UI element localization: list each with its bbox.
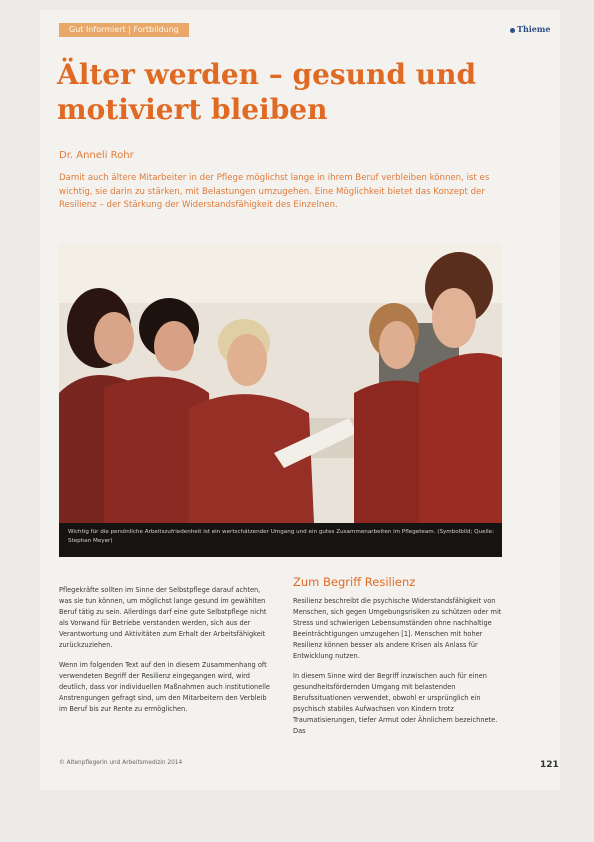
logo-mark-icon	[510, 28, 515, 33]
article-lead: Damit auch ältere Mitarbeiter in der Pflege möglichst lange in ihrem Beruf verbleiben können, ist es wichtig, sie darin zu stärken, mit Belastungen umzugehen. Eine Möglichkeit bietet das Konzept der Resilienz – der Stärkung der Widerstandsfähigkeit des Einzelnen.	[59, 173, 490, 211]
body-paragraph: In diesem Sinne wird der Begriff inzwischen auch für einen gesundheitsfördernden Umgang mit belastenden Berufssituationen verwendet, obwohl er ursprünglich ein psychisch stabiles Aufwachsen von Kindern trotz Traumatisierungen, tiefer Armut oder Ähnlichem bezeichnete. Das	[293, 672, 498, 735]
photo-caption: Wichtig für die persönliche Arbeitszufriedenheit ist ein wertschätzender Umgang und ein gutes Zusammenarbeiten im Pflegeteam. (Symbolbild; Quelle: Stephan Meyer)	[68, 529, 494, 544]
photo-illustration	[59, 243, 502, 523]
body-paragraph: Pflegekräfte sollten im Sinne der Selbstpflege darauf achten, was sie tun können, um möglichst lange gesund im gewählten Beruf tätig zu sein. Allerdings darf eine gute Selbstpflege nicht als Vorwand für Betriebe verstanden werden, sich aus der Verantwortung und Aktivitäten zum Erhalt der Arbeitsfähigkeit zurückzuziehen.	[59, 586, 267, 649]
article-title: Älter werden – gesund und motiviert bleiben	[57, 58, 477, 126]
body-column-right	[293, 575, 503, 746]
article-photo	[59, 243, 502, 523]
article-author: Dr. Anneli Rohr	[59, 150, 134, 161]
section-tag: Gut Informiert | Fortbildung	[59, 23, 189, 37]
body-paragraph: Resilienz beschreibt die psychische Widerstandsfähigkeit von Menschen, sich gegen Umgebungsrisiken zu schützen oder mit Stress und schwierigen Lebensumständen ohne nachhaltige Beeinträchtigungen umzugehen [1]. Menschen mit hoher Resilienz können besser als andere Krisen als Anlass für Entwicklung nutzen.	[293, 597, 502, 660]
publisher-name: Thieme	[517, 24, 551, 34]
page-number: 121	[540, 760, 559, 770]
body-paragraph: Wenn im folgenden Text auf den in diesem Zusammenhang oft verwendeten Begriff der Resilienz eingegangen wird, wird deutlich, dass vor individuellen Maßnahmen auch institutionelle Anstrengungen gefragt sind, um den Mitarbeitern den Verbleib im Beruf bis zur Rente zu ermöglichen.	[59, 661, 270, 713]
body-column-left	[59, 585, 271, 724]
publisher-logo	[510, 24, 550, 34]
journal-footer: © Altenpflegerin und Arbeitsmedizin 2014	[59, 760, 183, 766]
subheading: Zum Begriff Resilienz	[293, 575, 416, 589]
